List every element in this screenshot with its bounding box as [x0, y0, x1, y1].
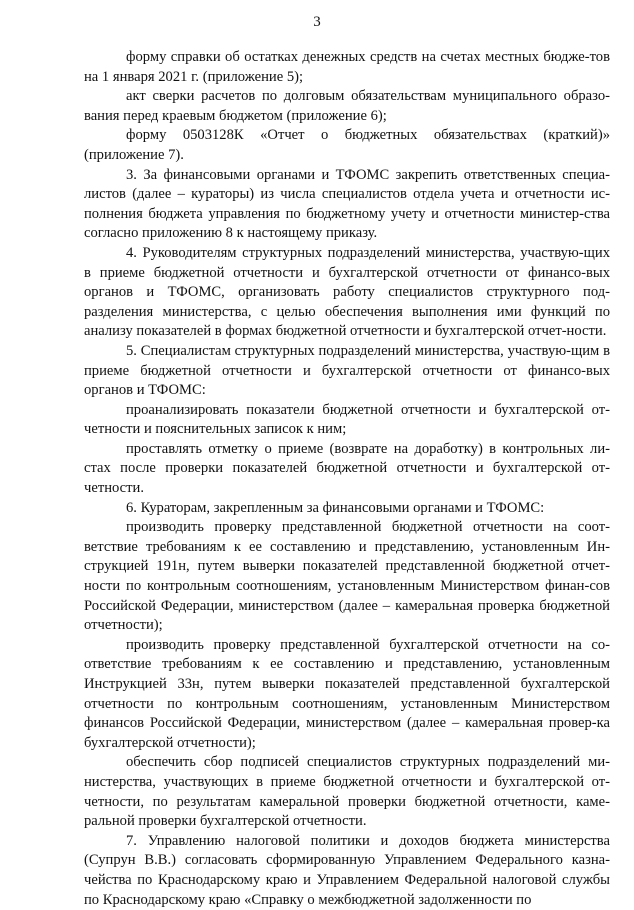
paragraph-item-6-curators: 6. Кураторам, закрепленным за финансовыми органами и ТФОМС: — [126, 499, 545, 516]
paragraph-signature-collection: обеспечить сбор подписей специалистов структурных подразделений ми-нистерства, участвующих в приеме бюджетной отчетности и бухгалтерской от-четности, по результатам камеральной проверки бюджетной отчетности, каме-ральной проверки бухгалтерской отчетности. — [84, 754, 610, 830]
body-text — [84, 48, 610, 910]
paragraph-item-5-specialists: 5. Специалистам структурных подразделений министерства, участвую-щим в приеме бюджетной отчетности и бухгалтерской отчетности от финансо-вых органов и ТФОМС: — [84, 342, 610, 399]
paragraph-analyze-indicators: проанализировать показатели бюджетной отчетности и бухгалтерской от-четности и пояснительных записок к ним; — [84, 401, 610, 438]
paragraph-budget-reporting-check: производить проверку представленной бюджетной отчетности на соот-ветствие требованиям к ее составлению и представлению, установленным Ин-струкцией 191н, путем выверки показателей представленной бюджетной отчет-ности по контрольным соотношениям, установленным Министерством финан-сов Российской Федерации, министерством (далее – камеральная проверка бюджетной отчетности); — [84, 519, 610, 634]
paragraph-accounting-reporting-check: производить проверку представленной бухгалтерской отчетности на со-ответствие требованиям к ее составлению и представлению, установленным Инструкцией 33н, путем выверки показателей представленной бухгалтерской отчетности по контрольным соотношениям, установленным Министерством финансов Российской Федерации, министерством (далее – камеральная провер-ка бухгалтерской отчетности); — [84, 636, 610, 751]
page-number: 3 — [313, 14, 321, 30]
paragraph-form-cash-balances: форму справки об остатках денежных средств на счетах местных бюдже-тов на 1 января 2021 г. (приложение 5); — [84, 49, 610, 85]
paragraph-form-0503128k: форму 0503128К «Отчет о бюджетных обязательствах (краткий)» (приложение 7). — [84, 127, 610, 163]
paragraph-item-7-tax-policy: 7. Управлению налоговой политики и доходов бюджета министерства (Супрун В.В.) согласовать сформированную Управлением Федерального казна-чейства по Краснодарскому краю и Управлением Федеральной налоговой службы по Краснодарскому краю «Справку о межбюджетной задолженности по — [84, 832, 610, 908]
paragraph-item-4-department-heads: 4. Руководителям структурных подразделений министерства, участвую-щих в приеме бюджетной отчетности и бухгалтерской отчетности от финансо-вых органов и ТФОМС, организовать работу специалистов структурного под-разделения министерства, с целью обеспечения выполнения ими функций по анализу показателей в формах бюджетной отчетности и бухгалтерской отчет-ности. — [84, 244, 610, 340]
paragraph-debt-reconciliation-act: акт сверки расчетов по долговым обязательствам муниципального образо-вания перед краевым бюджетом (приложение 6); — [84, 88, 610, 124]
paragraph-item-3-curators: 3. За финансовыми органами и ТФОМС закрепить ответственных специа-листов (далее – кураторы) из числа специалистов отдела учета и отчетности ис-полнения бюджета управления по бюджетному учету и отчетности министер-ства согласно приложению 8 к настоящему приказу. — [84, 166, 610, 242]
paragraph-acceptance-mark: проставлять отметку о приеме (возврате на доработку) в контрольных ли-стах после проверки показателей бюджетной отчетности и бухгалтерской от-четности. — [84, 440, 610, 497]
